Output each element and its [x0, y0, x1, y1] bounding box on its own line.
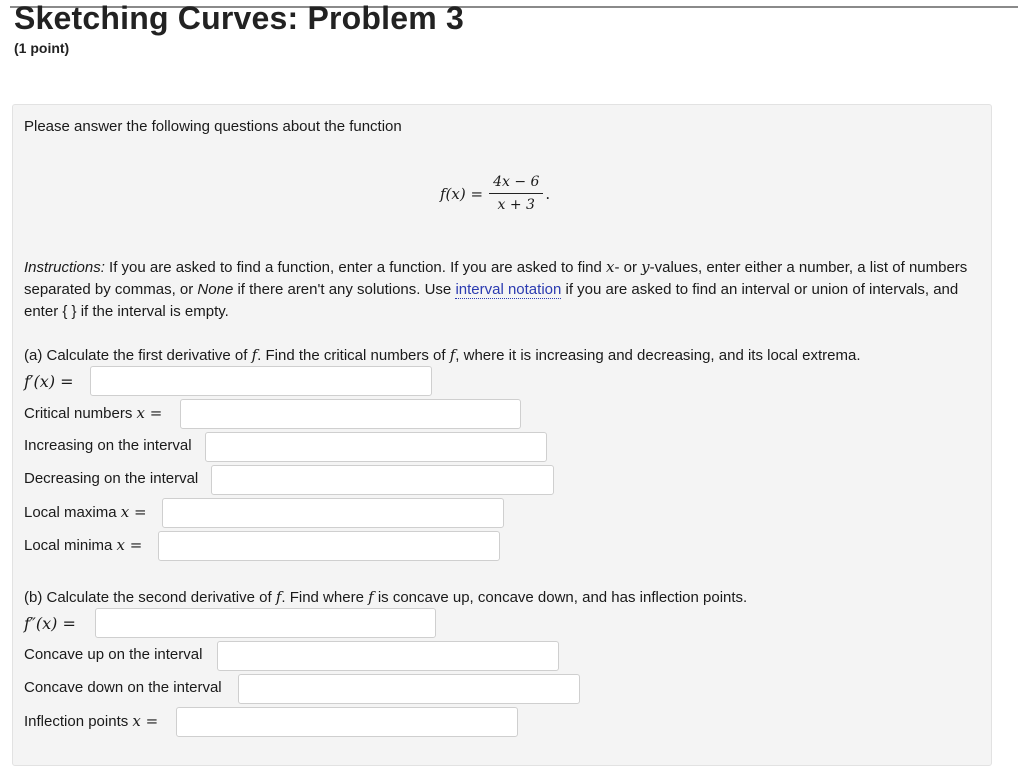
second-derivative-input[interactable] — [95, 608, 436, 638]
local-minima-row — [24, 536, 142, 554]
part-a-prompt — [24, 346, 861, 364]
second-derivative-label: f″(x) = — [24, 614, 76, 633]
function-equation — [440, 174, 550, 213]
part-b-f-2: f — [368, 588, 374, 606]
decreasing-label: Decreasing on the interval — [24, 470, 199, 487]
interval-notation-link[interactable]: interval notation — [455, 281, 562, 298]
concave-up-label: Concave up on the interval — [24, 646, 203, 663]
part-a-f-1: f — [251, 346, 258, 364]
increasing-interval-input[interactable] — [205, 432, 547, 462]
local-min-x-equals: x = — [116, 536, 143, 554]
local-maxima-row — [24, 503, 147, 521]
part-a-prompt-3: , where it is increasing and decreasing, and its local extrema. — [455, 347, 861, 364]
instructions-text-1: If you are asked to find a function, enter a function. If you are asked to find — [104, 259, 607, 276]
instructions-label: Instructions: — [24, 259, 105, 276]
critical-numbers-input[interactable] — [180, 399, 521, 429]
function-lhs: f(x) = — [440, 184, 484, 203]
part-a-f-2: f — [449, 346, 456, 364]
point-value: (1 point) — [14, 40, 70, 56]
inflection-x-equals: x = — [132, 712, 159, 730]
part-b-f-1: f — [275, 588, 282, 606]
first-derivative-label: f′(x) = — [24, 372, 74, 391]
part-b-prompt-1: (b) Calculate the second derivative of — [24, 589, 276, 606]
function-fraction — [489, 174, 543, 213]
local-maxima-label: Local maxima — [24, 504, 117, 521]
page-title: Sketching Curves: Problem 3 — [14, 0, 464, 36]
inflection-points-row — [24, 712, 158, 730]
concave-down-input[interactable] — [238, 674, 580, 704]
instructions-none: None — [197, 281, 234, 298]
critical-numbers-label: Critical numbers — [24, 405, 133, 422]
instructions-x: x — [606, 258, 615, 276]
local-max-x-equals: x = — [120, 503, 147, 521]
local-maxima-input[interactable] — [162, 498, 504, 528]
critical-x-equals: x = — [136, 404, 163, 422]
decreasing-interval-input[interactable] — [211, 465, 554, 495]
increasing-label: Increasing on the interval — [24, 437, 192, 454]
part-a-prompt-1: (a) Calculate the first derivative of — [24, 347, 252, 364]
local-minima-label: Local minima — [24, 537, 113, 554]
inflection-points-input[interactable] — [176, 707, 518, 737]
part-b-prompt-3: is concave up, concave down, and has inflection points. — [373, 589, 748, 606]
local-minima-input[interactable] — [158, 531, 500, 561]
part-a-prompt-2: . Find the critical numbers of — [257, 347, 450, 364]
instructions — [24, 256, 974, 323]
part-b-prompt — [24, 588, 747, 606]
first-derivative-input[interactable] — [90, 366, 432, 396]
critical-numbers-row — [24, 404, 162, 422]
instructions-text-3: -values, enter either a number, a list of numbers separated by commas, or — [24, 259, 968, 298]
inflection-points-label: Inflection points — [24, 713, 129, 730]
part-b-prompt-2: . Find where — [281, 589, 369, 606]
problem-intro: Please answer the following questions about the function — [24, 118, 402, 135]
fraction-numerator: 4x − 6 — [489, 174, 543, 194]
concave-up-input[interactable] — [217, 641, 559, 671]
instructions-text-5: if you are asked to find an interval or union of intervals, and enter { } if the interval is empty. — [24, 281, 959, 320]
instructions-y: y — [641, 258, 650, 276]
instructions-text-4: if there aren't any solutions. Use — [233, 281, 456, 298]
fraction-denominator: x + 3 — [497, 197, 535, 213]
instructions-text-2: - or — [614, 259, 642, 276]
concave-down-label: Concave down on the interval — [24, 679, 222, 696]
equation-period: . — [545, 184, 551, 203]
